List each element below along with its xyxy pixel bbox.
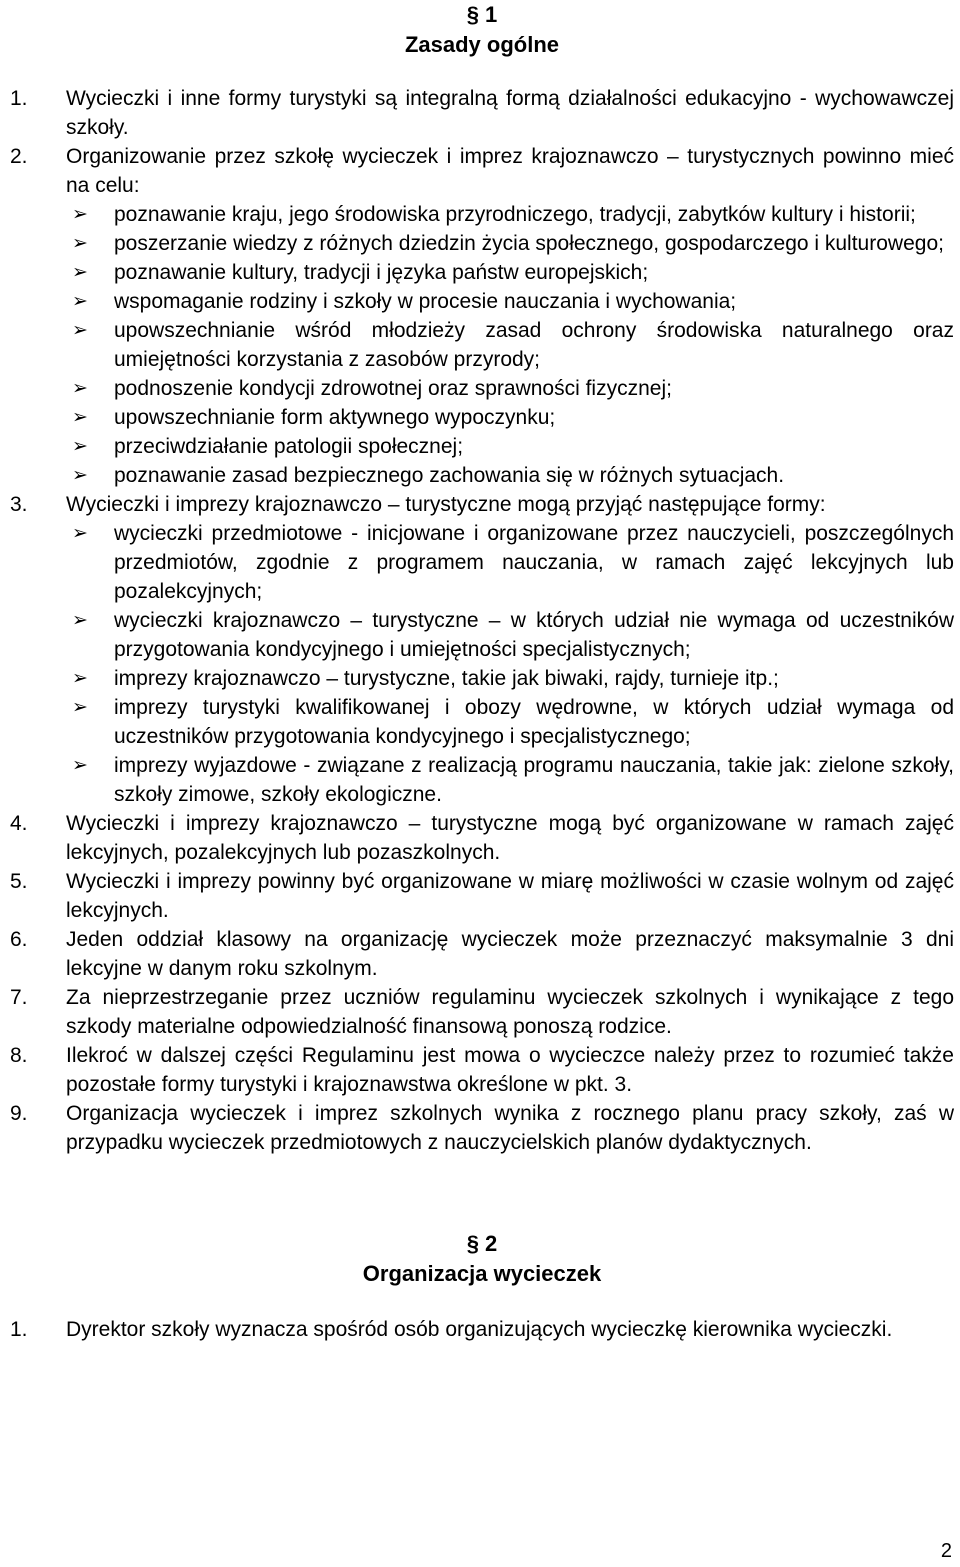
bullet-item-text: poszerzanie wiedzy z różnych dziedzin życia społecznego, gospodarczego i kulturowego; <box>114 232 944 255</box>
bullet-item-text: wycieczki przedmiotowe - inicjowane i organizowane przez nauczycieli, poszczególnych przedmiotów, zgodnie z programem nauczania, w ramach zajęć lekcyjnych lub pozalekcyjnych; <box>114 522 954 603</box>
bullet-item-text: upowszechnianie wśród młodzieży zasad ochrony środowiska naturalnego oraz umiejętności korzystania z zasobów przyrody; <box>114 319 954 371</box>
bullet-item <box>66 316 954 374</box>
arrow-bullet-icon: ➢ <box>72 319 88 341</box>
bullet-item-text: imprezy krajoznawczo – turystyczne, takie jak biwaki, rajdy, turnieje itp.; <box>114 667 779 690</box>
arrow-bullet-icon: ➢ <box>72 261 88 283</box>
bullet-item-text: podnoszenie kondycji zdrowotnej oraz sprawności fizycznej; <box>114 377 672 400</box>
bullet-item <box>66 461 954 490</box>
bullet-item-text: wycieczki krajoznawczo – turystyczne – w których udział nie wymaga od uczestników przygotowania kondycyjnego i umiejętności specjalistycznych; <box>114 609 954 661</box>
bullet-list <box>66 519 954 809</box>
arrow-bullet-icon: ➢ <box>72 754 88 776</box>
list-item-text: Dyrektor szkoły wyznacza spośród osób organizujących wycieczkę kierownika wycieczki. <box>66 1318 893 1341</box>
list-item-number: 1. <box>10 1318 28 1341</box>
bullet-item-text: poznawanie kultury, tradycji i języka państw europejskich; <box>114 261 649 284</box>
list-item <box>10 142 954 490</box>
bullet-item <box>66 403 954 432</box>
section-1-title: Zasady ogólne <box>404 32 560 57</box>
arrow-bullet-icon: ➢ <box>72 406 88 428</box>
list-item-text: Wycieczki i imprezy krajoznawczo – turystyczne mogą przyjąć następujące formy: <box>66 493 826 516</box>
list-item-text: Wycieczki i inne formy turystyki są integralną formą działalności edukacyjno - wychowawczej szkoły. <box>66 87 954 139</box>
list-item-number: 7. <box>10 986 28 1009</box>
list-item <box>10 925 954 983</box>
list-item-number: 6. <box>10 928 28 951</box>
list-item <box>10 867 954 925</box>
bullet-item-text: poznawanie zasad bezpiecznego zachowania się w różnych sytuacjach. <box>114 464 785 487</box>
bullet-item <box>66 229 954 258</box>
section-1-heading <box>10 0 954 60</box>
section-1-list <box>10 84 954 1157</box>
bullet-item <box>66 606 954 664</box>
list-item-number: 4. <box>10 812 28 835</box>
list-item <box>10 809 954 867</box>
bullet-item <box>66 693 954 751</box>
list-item-number: 9. <box>10 1102 28 1125</box>
list-item <box>10 1041 954 1099</box>
list-item <box>10 1099 954 1157</box>
bullet-item <box>66 751 954 809</box>
list-item <box>10 1315 954 1344</box>
bullet-item <box>66 374 954 403</box>
section-2-symbol: § 2 <box>466 1231 498 1256</box>
arrow-bullet-icon: ➢ <box>72 377 88 399</box>
list-item-number: 2. <box>10 145 28 168</box>
bullet-item-text: imprezy wyjazdowe - związane z realizacją programu nauczania, takie jak: zielone szkoły, szkoły zimowe, szkoły ekologiczne. <box>114 754 954 806</box>
arrow-bullet-icon: ➢ <box>72 290 88 312</box>
list-item <box>10 84 954 142</box>
bullet-item <box>66 432 954 461</box>
bullet-list <box>66 200 954 490</box>
list-item-text: Organizowanie przez szkołę wycieczek i imprez krajoznawczo – turystycznych powinno mieć na celu: <box>66 145 954 197</box>
list-item-text: Wycieczki i imprezy krajoznawczo – turystyczne mogą być organizowane w ramach zajęć lekcyjnych, pozalekcyjnych lub pozaszkolnych. <box>66 812 954 864</box>
arrow-bullet-icon: ➢ <box>72 232 88 254</box>
list-item-number: 8. <box>10 1044 28 1067</box>
arrow-bullet-icon: ➢ <box>72 464 88 486</box>
list-item-text: Ilekroć w dalszej części Regulaminu jest mowa o wycieczce należy przez to rozumieć także pozostałe formy turystyki i krajoznawstwa określone w pkt. 3. <box>66 1044 954 1096</box>
list-item-text: Jeden oddział klasowy na organizację wycieczek może przeznaczyć maksymalnie 3 dni lekcyjne w danym roku szkolnym. <box>66 928 954 980</box>
bullet-item <box>66 287 954 316</box>
list-item-number: 1. <box>10 87 28 110</box>
section-2-title: Organizacja wycieczek <box>362 1261 602 1286</box>
list-item-number: 3. <box>10 493 28 516</box>
arrow-bullet-icon: ➢ <box>72 696 88 718</box>
arrow-bullet-icon: ➢ <box>72 522 88 544</box>
section-1-symbol: § 1 <box>466 2 498 27</box>
list-item-number: 5. <box>10 870 28 893</box>
bullet-item-text: poznawanie kraju, jego środowiska przyrodniczego, tradycji, zabytków kultury i historii; <box>114 203 916 226</box>
page-number: 2 <box>940 1540 952 1562</box>
bullet-item <box>66 200 954 229</box>
list-item <box>10 490 954 809</box>
arrow-bullet-icon: ➢ <box>72 203 88 225</box>
bullet-item <box>66 519 954 606</box>
list-item <box>10 983 954 1041</box>
list-item-text: Za nieprzestrzeganie przez uczniów regulaminu wycieczek szkolnych i wynikające z tego szkody materialne odpowiedzialność finansową ponoszą rodzice. <box>66 986 954 1038</box>
arrow-bullet-icon: ➢ <box>72 667 88 689</box>
bullet-item <box>66 258 954 287</box>
section-2-heading <box>10 1229 954 1289</box>
arrow-bullet-icon: ➢ <box>72 435 88 457</box>
list-item-text: Wycieczki i imprezy powinny być organizowane w miarę możliwości w czasie wolnym od zajęć lekcyjnych. <box>66 870 954 922</box>
bullet-item-text: wspomaganie rodziny i szkoły w procesie nauczania i wychowania; <box>114 290 737 313</box>
bullet-item-text: imprezy turystyki kwalifikowanej i obozy wędrowne, w których udział wymaga od uczestników przygotowania kondycyjnego i specjalistycznego; <box>114 696 954 748</box>
bullet-item-text: upowszechnianie form aktywnego wypoczynku; <box>114 406 556 429</box>
section-2-list <box>10 1315 954 1344</box>
bullet-item-text: przeciwdziałanie patologii społecznej; <box>114 435 464 458</box>
list-item-text: Organizacja wycieczek i imprez szkolnych wynika z rocznego planu pracy szkoły, zaś w przypadku wycieczek przedmiotowych z nauczycielskich planów dydaktycznych. <box>66 1102 954 1154</box>
bullet-item <box>66 664 954 693</box>
arrow-bullet-icon: ➢ <box>72 609 88 631</box>
